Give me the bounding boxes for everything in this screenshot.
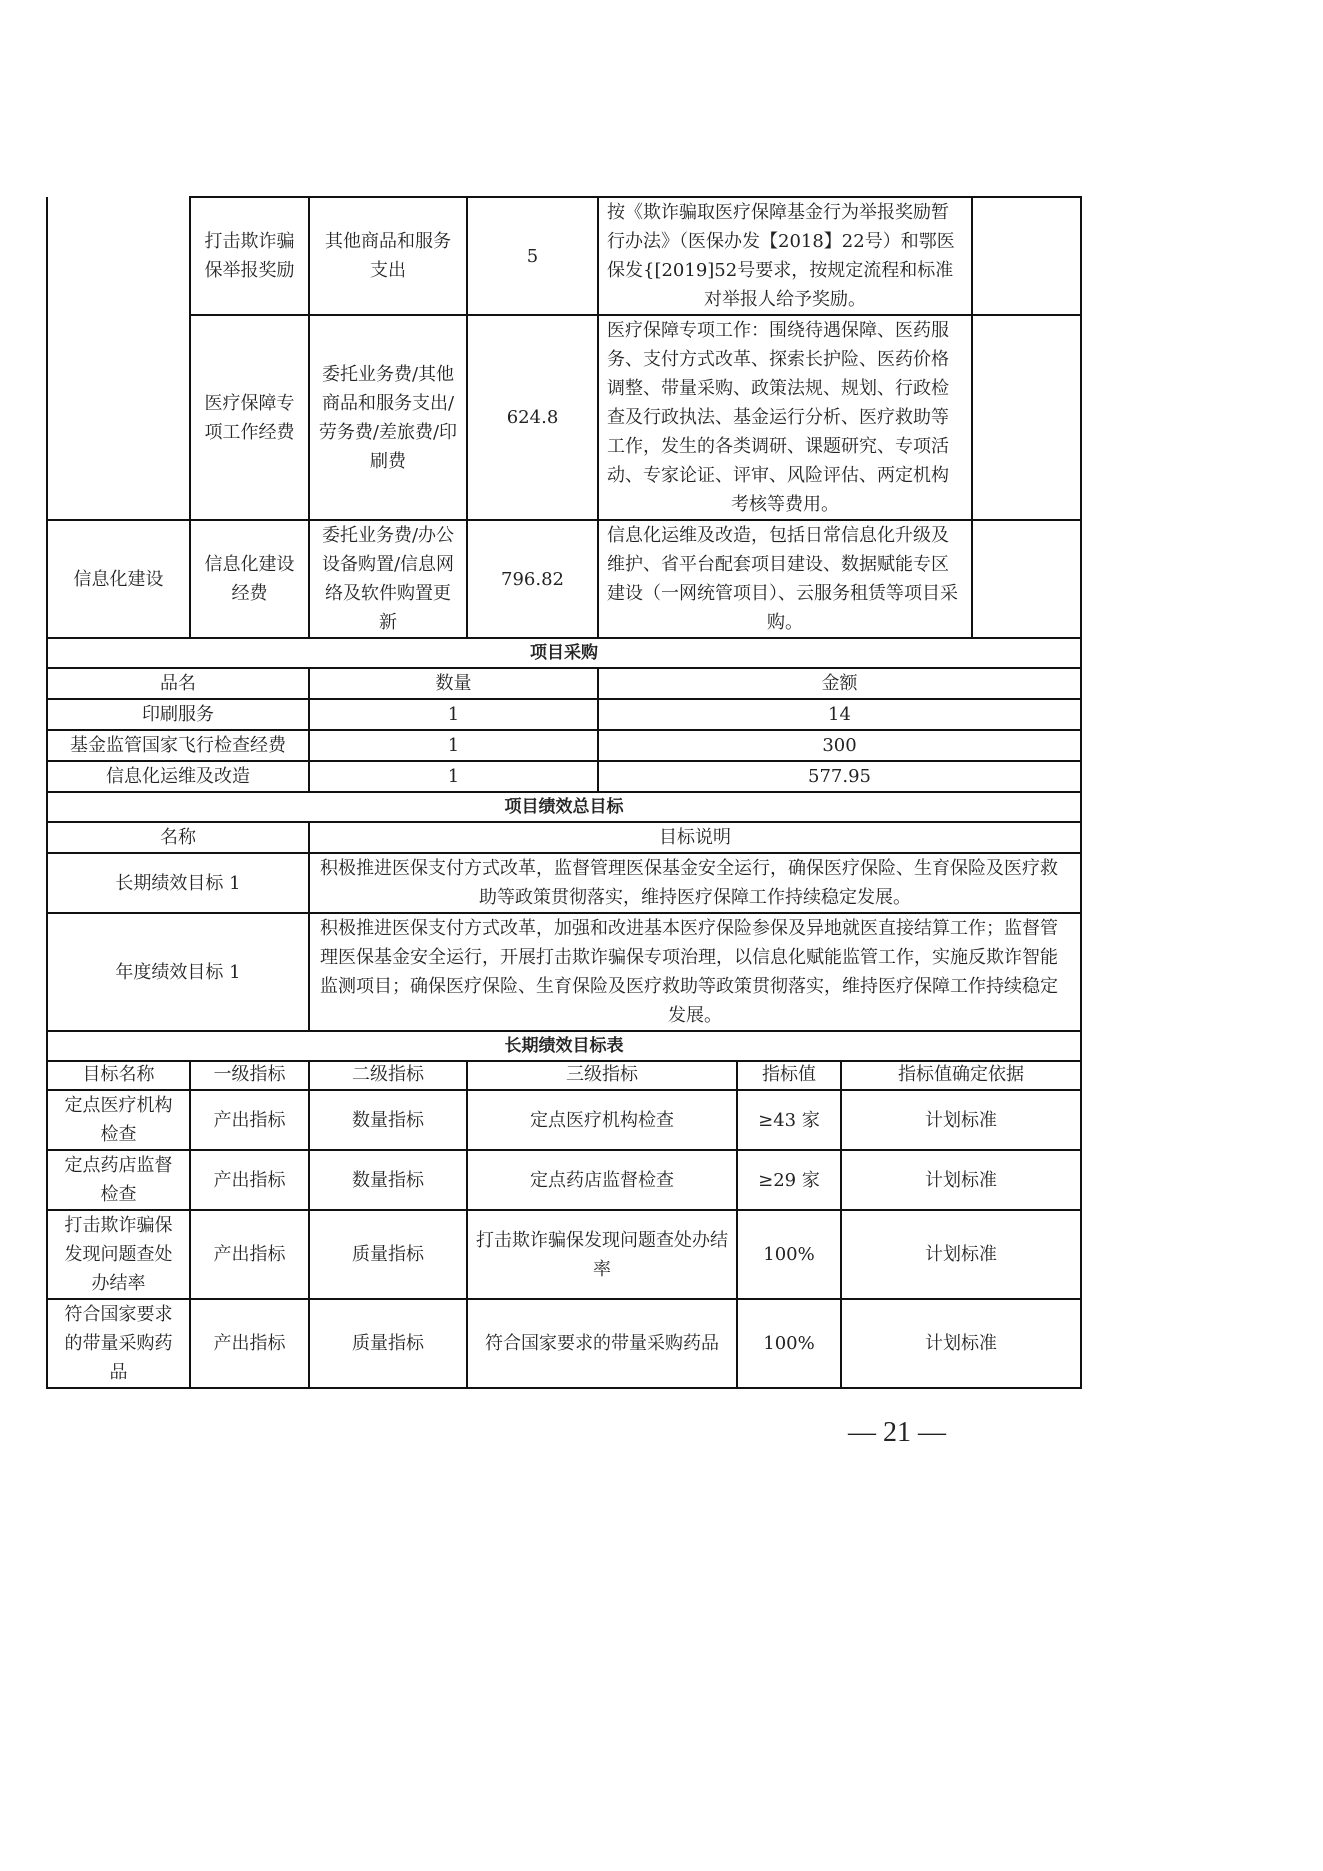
long-term-row — [47, 1150, 1081, 1210]
lt-basis: 计划标准 — [841, 1210, 1081, 1299]
lt-level2: 数量指标 — [309, 1090, 467, 1150]
goals-header: 名称 — [47, 822, 309, 853]
amount-cell: 5 — [467, 197, 598, 315]
procurement-item: 信息化运维及改造 — [47, 761, 309, 792]
description-cell: 医疗保障专项工作：围绕待遇保障、医药服务、支付方式改革、探索长护险、医药价格调整、带量采购、政策法规、规划、行政检查及行政执法、基金运行分析、医疗救助等工作，发生的各类调研、课题研究、专项活动、专家论证、评审、风险评估、两定机构考核等费用。 — [598, 315, 972, 520]
item-cell: 信息化建设经费 — [190, 520, 309, 638]
lt-basis: 计划标准 — [841, 1090, 1081, 1150]
procurement-qty: 1 — [309, 761, 598, 792]
lt-level1: 产出指标 — [190, 1150, 309, 1210]
long-term-table-title: 长期绩效目标表 — [47, 1031, 1081, 1061]
lt-goal-name: 符合国家要求的带量采购药品 — [47, 1299, 190, 1388]
remark-cell — [972, 315, 1081, 520]
lt-header: 二级指标 — [309, 1060, 467, 1090]
procurement-item: 基金监管国家飞行检查经费 — [47, 730, 309, 761]
lt-goal-name: 打击欺诈骗保发现问题查处办结率 — [47, 1210, 190, 1299]
overall-goal-row — [47, 853, 1081, 913]
long-term-row — [47, 1299, 1081, 1388]
lt-level1: 产出指标 — [190, 1090, 309, 1150]
lt-header: 指标值确定依据 — [841, 1060, 1081, 1090]
lt-basis: 计划标准 — [841, 1150, 1081, 1210]
lt-level3: 符合国家要求的带量采购药品 — [467, 1299, 737, 1388]
remark-cell — [972, 520, 1081, 638]
procurement-header: 数量 — [309, 668, 598, 699]
lt-value: 100% — [737, 1299, 841, 1388]
lt-value: ≥29 家 — [737, 1150, 841, 1210]
lt-level3: 定点药店监督检查 — [467, 1150, 737, 1210]
procurement-row — [47, 761, 1081, 792]
overall-goals-header-row — [47, 822, 1081, 853]
procurement-header: 金额 — [598, 668, 1081, 699]
economic-class-cell: 其他商品和服务支出 — [309, 197, 467, 315]
lt-goal-name: 定点药店监督检查 — [47, 1150, 190, 1210]
economic-class-cell: 委托业务费/其他商品和服务支出/劳务费/差旅费/印刷费 — [309, 315, 467, 520]
lt-header: 一级指标 — [190, 1060, 309, 1090]
remark-cell — [972, 197, 1081, 315]
budget-document-table — [46, 196, 1082, 1062]
goals-header: 目标说明 — [309, 822, 1081, 853]
procurement-title: 项目采购 — [47, 638, 1081, 668]
lt-basis: 计划标准 — [841, 1299, 1081, 1388]
overall-goal-row — [47, 913, 1081, 1031]
procurement-amount: 577.95 — [598, 761, 1081, 792]
procurement-header: 品名 — [47, 668, 309, 699]
procurement-row — [47, 730, 1081, 761]
lt-level3: 打击欺诈骗保发现问题查处办结率 — [467, 1210, 737, 1299]
budget-row — [47, 315, 1081, 520]
procurement-qty: 1 — [309, 699, 598, 730]
long-term-row — [47, 1210, 1081, 1299]
amount-cell: 796.82 — [467, 520, 598, 638]
item-cell: 打击欺诈骗保举报奖励 — [190, 197, 309, 315]
lt-header: 指标值 — [737, 1060, 841, 1090]
procurement-row — [47, 699, 1081, 730]
lt-value: ≥43 家 — [737, 1090, 841, 1150]
amount-cell: 624.8 — [467, 315, 598, 520]
goal-name: 长期绩效目标 1 — [47, 853, 309, 913]
procurement-amount: 300 — [598, 730, 1081, 761]
lt-level2: 质量指标 — [309, 1299, 467, 1388]
lt-level1: 产出指标 — [190, 1299, 309, 1388]
category-cell: 信息化建设 — [47, 520, 190, 638]
lt-level1: 产出指标 — [190, 1210, 309, 1299]
category-cell — [47, 197, 190, 520]
long-term-row — [47, 1090, 1081, 1150]
long-term-goals-table — [46, 1060, 1082, 1389]
description-cell: 信息化运维及改造，包括日常信息化升级及维护、省平台配套项目建设、数据赋能专区建设（一网统管项目）、云服务租赁等项目采购。 — [598, 520, 972, 638]
goal-name: 年度绩效目标 1 — [47, 913, 309, 1031]
procurement-item: 印刷服务 — [47, 699, 309, 730]
overall-goals-title: 项目绩效总目标 — [47, 792, 1081, 822]
procurement-header-row — [47, 668, 1081, 699]
description-cell: 按《欺诈骗取医疗保障基金行为举报奖励暂行办法》（医保办发【2018】22号）和鄂医保发{[2019]52号要求，按规定流程和标准对举报人给予奖励。 — [598, 197, 972, 315]
budget-row — [47, 197, 1081, 315]
lt-header: 三级指标 — [467, 1060, 737, 1090]
goal-description: 积极推进医保支付方式改革，加强和改进基本医疗保险参保及异地就医直接结算工作；监督管理医保基金安全运行，开展打击欺诈骗保专项治理，以信息化赋能监管工作，实施反欺诈智能监测项目；确保医疗保险、生育保险及医疗救助等政策贯彻落实，维持医疗保障工作持续稳定发展。 — [309, 913, 1081, 1031]
procurement-qty: 1 — [309, 730, 598, 761]
lt-level3: 定点医疗机构检查 — [467, 1090, 737, 1150]
budget-row — [47, 520, 1081, 638]
lt-header: 目标名称 — [47, 1060, 190, 1090]
page-number: — 21 — — [848, 1417, 946, 1448]
lt-level2: 质量指标 — [309, 1210, 467, 1299]
item-cell: 医疗保障专项工作经费 — [190, 315, 309, 520]
lt-value: 100% — [737, 1210, 841, 1299]
lt-level2: 数量指标 — [309, 1150, 467, 1210]
long-term-header-row — [47, 1060, 1081, 1090]
procurement-amount: 14 — [598, 699, 1081, 730]
lt-goal-name: 定点医疗机构检查 — [47, 1090, 190, 1150]
goal-description: 积极推进医保支付方式改革，监督管理医保基金安全运行，确保医疗保险、生育保险及医疗救助等政策贯彻落实，维持医疗保障工作持续稳定发展。 — [309, 853, 1081, 913]
economic-class-cell: 委托业务费/办公设备购置/信息网络及软件购置更新 — [309, 520, 467, 638]
